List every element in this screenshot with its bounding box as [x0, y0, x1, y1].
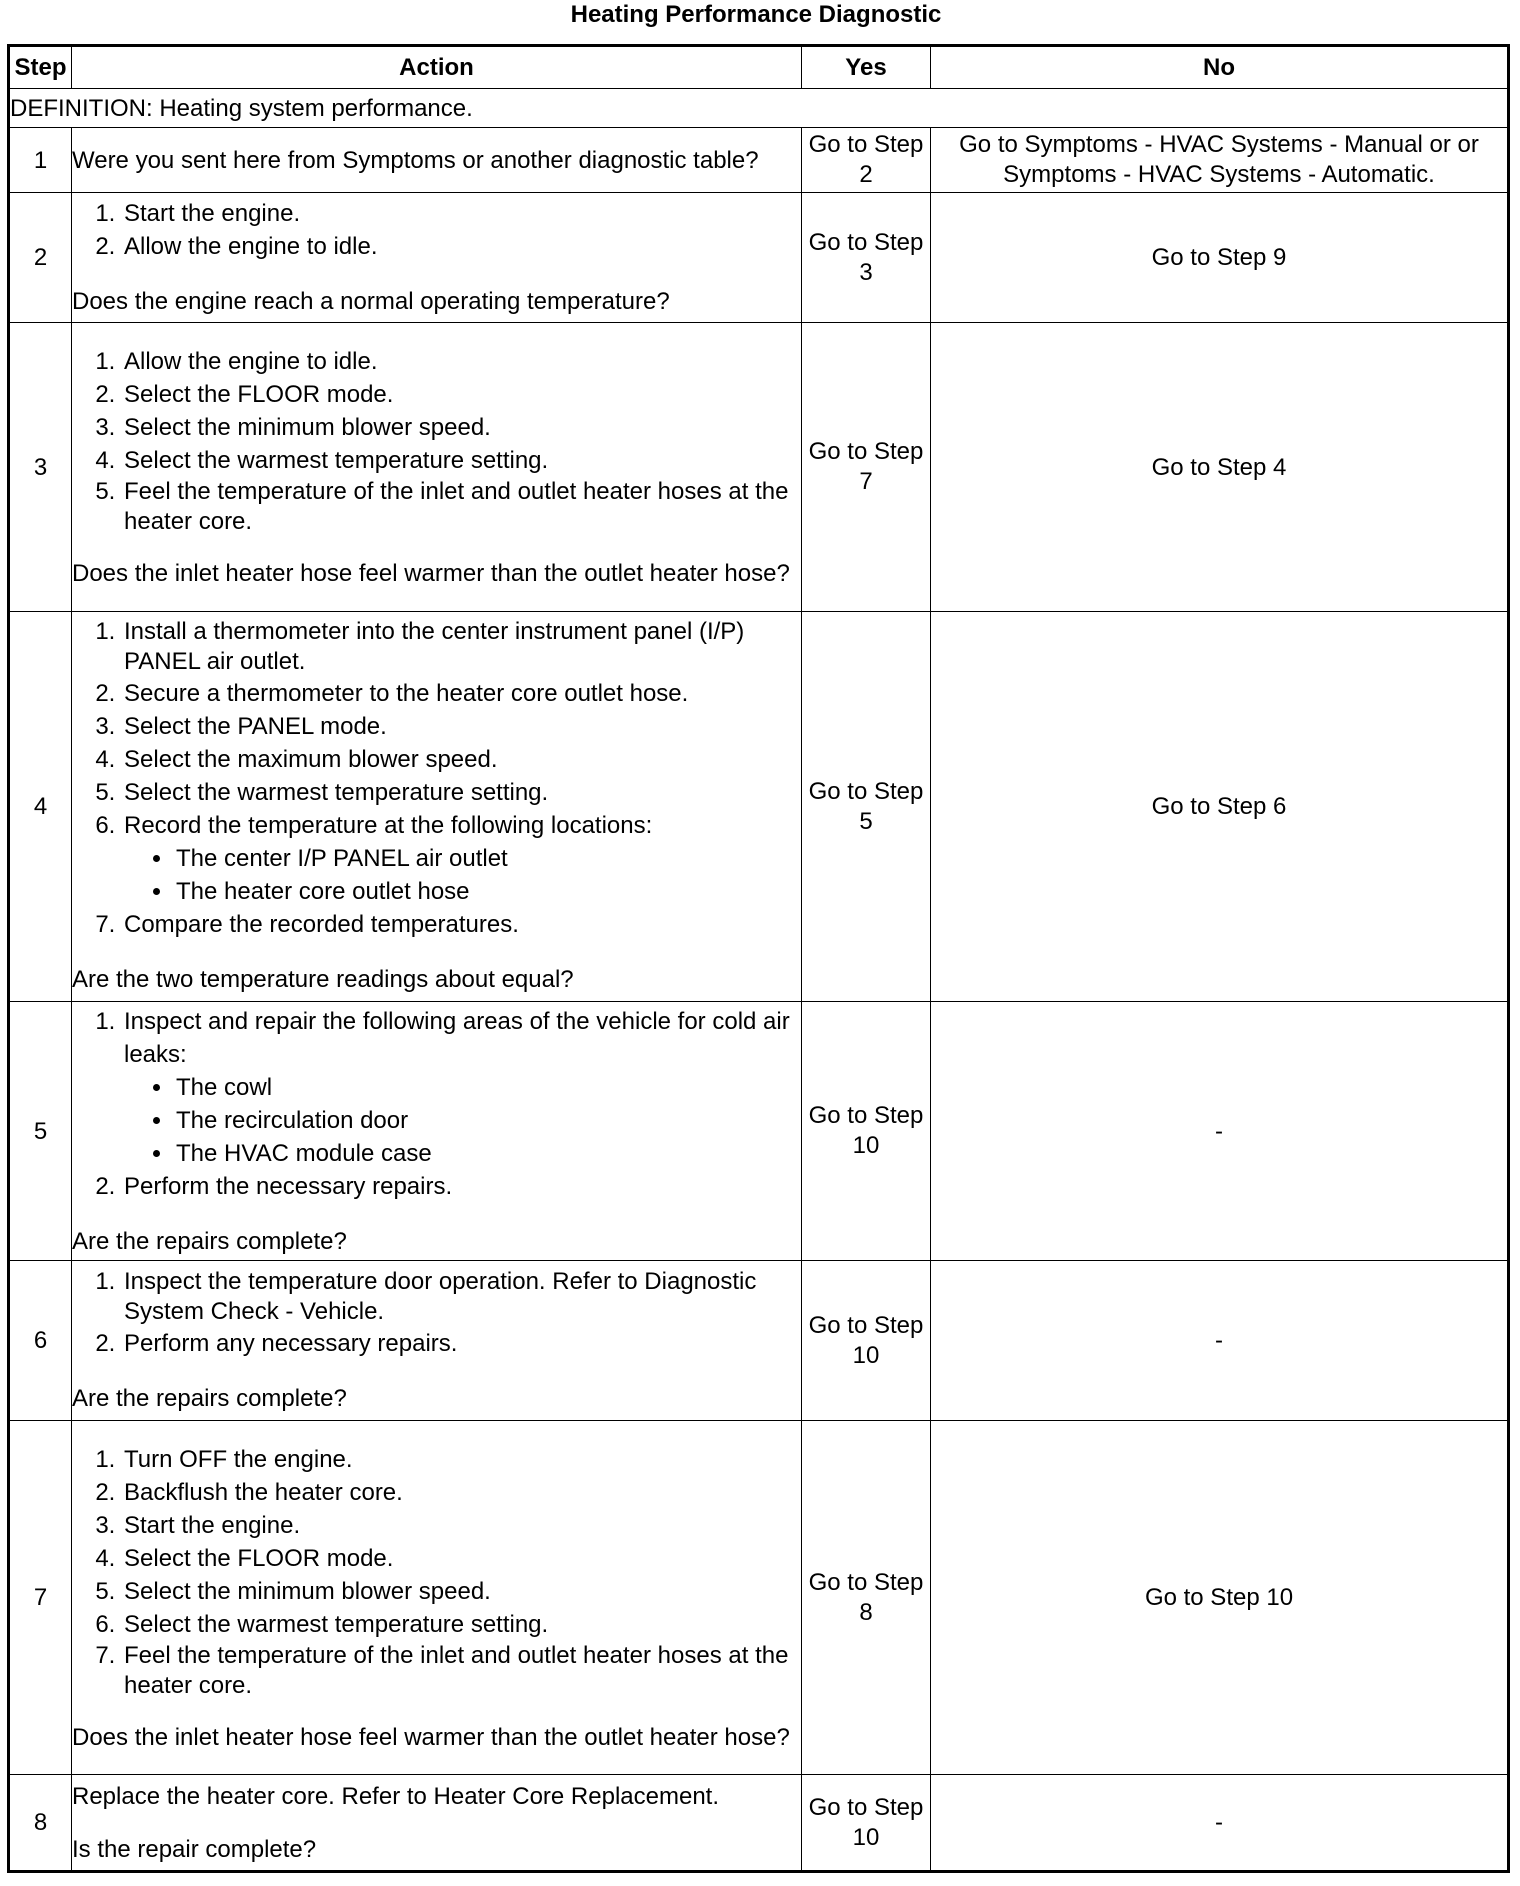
action-question: Is the repair complete?	[72, 1835, 317, 1863]
action-step: 1. Turn OFF the engine.	[122, 1443, 801, 1476]
bullet-item: • The HVAC module case	[174, 1137, 801, 1170]
action-step: 2. Secure a thermometer to the heater core outlet hose.	[122, 677, 801, 710]
action-step: 1. Install a thermometer into the center instrument panel (I/P) PANEL air outlet.	[122, 617, 801, 677]
action-step: 2. Select the FLOOR mode.	[122, 378, 801, 411]
table-row	[9, 1775, 1509, 1872]
action-step: 4. Select the maximum blower speed.	[122, 743, 801, 776]
no-cell: -	[931, 1775, 1509, 1872]
no-cell: Go to Symptoms - HVAC Systems - Manual or or Symptoms - HVAC Systems - Automatic.	[931, 128, 1509, 193]
action-step	[122, 1005, 801, 1170]
action-cell	[72, 1261, 802, 1421]
bullet-item: • The heater core outlet hose	[174, 875, 801, 908]
table-row	[9, 193, 1509, 323]
table-row	[9, 323, 1509, 612]
step-number: 2	[9, 193, 72, 323]
action-step: 5. Feel the temperature of the inlet and outlet heater hoses at the heater core.	[122, 477, 801, 537]
action-cell	[72, 128, 802, 193]
action-cell	[72, 193, 802, 323]
action-step: 1. Inspect the temperature door operation. Refer to Diagnostic System Check - Vehicle.	[122, 1267, 801, 1327]
step-number: 6	[9, 1261, 72, 1421]
step-number: 7	[9, 1421, 72, 1775]
action-step: 4. Select the FLOOR mode.	[122, 1542, 801, 1575]
action-question: Are the repairs complete?	[72, 1227, 347, 1255]
step-number: 3	[9, 323, 72, 612]
step-number: 5	[9, 1002, 72, 1261]
action-steps	[72, 345, 801, 537]
action-step-text: Record the temperature at the following locations:	[124, 812, 653, 839]
yes-cell: Go to Step 3	[802, 193, 931, 323]
action-step: 1. Allow the engine to idle.	[122, 345, 801, 378]
page-title: Heating Performance Diagnostic	[570, 1, 942, 28]
action-step: 2. Perform any necessary repairs.	[122, 1327, 801, 1360]
bullet-item: • The cowl	[174, 1071, 801, 1104]
action-step: 7. Compare the recorded temperatures.	[122, 908, 801, 941]
yes-cell: Go to Step 10	[802, 1775, 931, 1872]
action-cell	[72, 323, 802, 612]
bullet-list	[124, 842, 801, 908]
step-number: 1	[9, 128, 72, 193]
no-cell: -	[931, 1261, 1509, 1421]
action-question: Does the inlet heater hose feel warmer than the outlet heater hose?	[72, 1723, 790, 1751]
no-cell: Go to Step 10	[931, 1421, 1509, 1775]
action-question: Were you sent here from Symptoms or another diagnostic table?	[72, 146, 759, 174]
no-cell: Go to Step 4	[931, 323, 1509, 612]
action-text: Replace the heater core. Refer to Heater Core Replacement.	[72, 1782, 720, 1810]
yes-cell: Go to Step 8	[802, 1421, 931, 1775]
action-step: 5. Select the warmest temperature setting.	[122, 776, 801, 809]
table-row	[9, 1421, 1509, 1775]
header-action: Action	[72, 46, 802, 89]
table-row	[9, 612, 1509, 1002]
action-step: 7. Feel the temperature of the inlet and outlet heater hoses at the heater core.	[122, 1641, 801, 1701]
action-step: 2. Backflush the heater core.	[122, 1476, 801, 1509]
header-yes: Yes	[802, 46, 931, 89]
yes-cell: Go to Step 10	[802, 1261, 931, 1421]
action-cell	[72, 1002, 802, 1261]
definition-row	[9, 89, 1509, 128]
header-row	[9, 46, 1509, 89]
action-steps	[72, 1443, 801, 1701]
action-step: 5. Select the minimum blower speed.	[122, 1575, 801, 1608]
table-row	[9, 128, 1509, 193]
no-cell: -	[931, 1002, 1509, 1261]
action-step: 3. Start the engine.	[122, 1509, 801, 1542]
header-step: Step	[9, 46, 72, 89]
header-no: No	[931, 46, 1509, 89]
bullet-list	[124, 1071, 801, 1170]
diagnostic-table	[7, 44, 1510, 1873]
action-step: 1. Start the engine.	[122, 197, 801, 230]
yes-cell: Go to Step 10	[802, 1002, 931, 1261]
action-question: Are the repairs complete?	[72, 1384, 347, 1412]
no-cell: Go to Step 6	[931, 612, 1509, 1002]
action-step: 2. Perform the necessary repairs.	[122, 1170, 801, 1203]
yes-cell: Go to Step 5	[802, 612, 931, 1002]
definition-text: DEFINITION: Heating system performance.	[9, 89, 1509, 128]
action-step: 3. Select the minimum blower speed.	[122, 411, 801, 444]
table-row	[9, 1002, 1509, 1261]
action-steps	[72, 1005, 801, 1203]
action-cell	[72, 1421, 802, 1775]
action-step: 4. Select the warmest temperature setting.	[122, 444, 801, 477]
action-step: 6. Select the warmest temperature setting.	[122, 1608, 801, 1641]
action-steps	[72, 197, 801, 263]
bullet-item: • The recirculation door	[174, 1104, 801, 1137]
action-step: 2. Allow the engine to idle.	[122, 230, 801, 263]
yes-cell: Go to Step 7	[802, 323, 931, 612]
action-cell	[72, 612, 802, 1002]
step-number: 8	[9, 1775, 72, 1872]
step-number: 4	[9, 612, 72, 1002]
bullet-item: • The center I/P PANEL air outlet	[174, 842, 801, 875]
action-steps	[72, 617, 801, 941]
yes-cell: Go to Step 2	[802, 128, 931, 193]
action-question: Does the inlet heater hose feel warmer than the outlet heater hose?	[72, 560, 790, 587]
action-step-text: Inspect and repair the following areas of the vehicle for cold air leaks:	[124, 1007, 790, 1068]
table-row	[9, 1261, 1509, 1421]
action-question: Are the two temperature readings about equal?	[72, 966, 574, 993]
action-question: Does the engine reach a normal operating temperature?	[72, 288, 670, 315]
action-steps	[72, 1267, 801, 1360]
no-cell: Go to Step 9	[931, 193, 1509, 323]
action-step: 3. Select the PANEL mode.	[122, 710, 801, 743]
action-cell	[72, 1775, 802, 1872]
action-step	[122, 809, 801, 908]
